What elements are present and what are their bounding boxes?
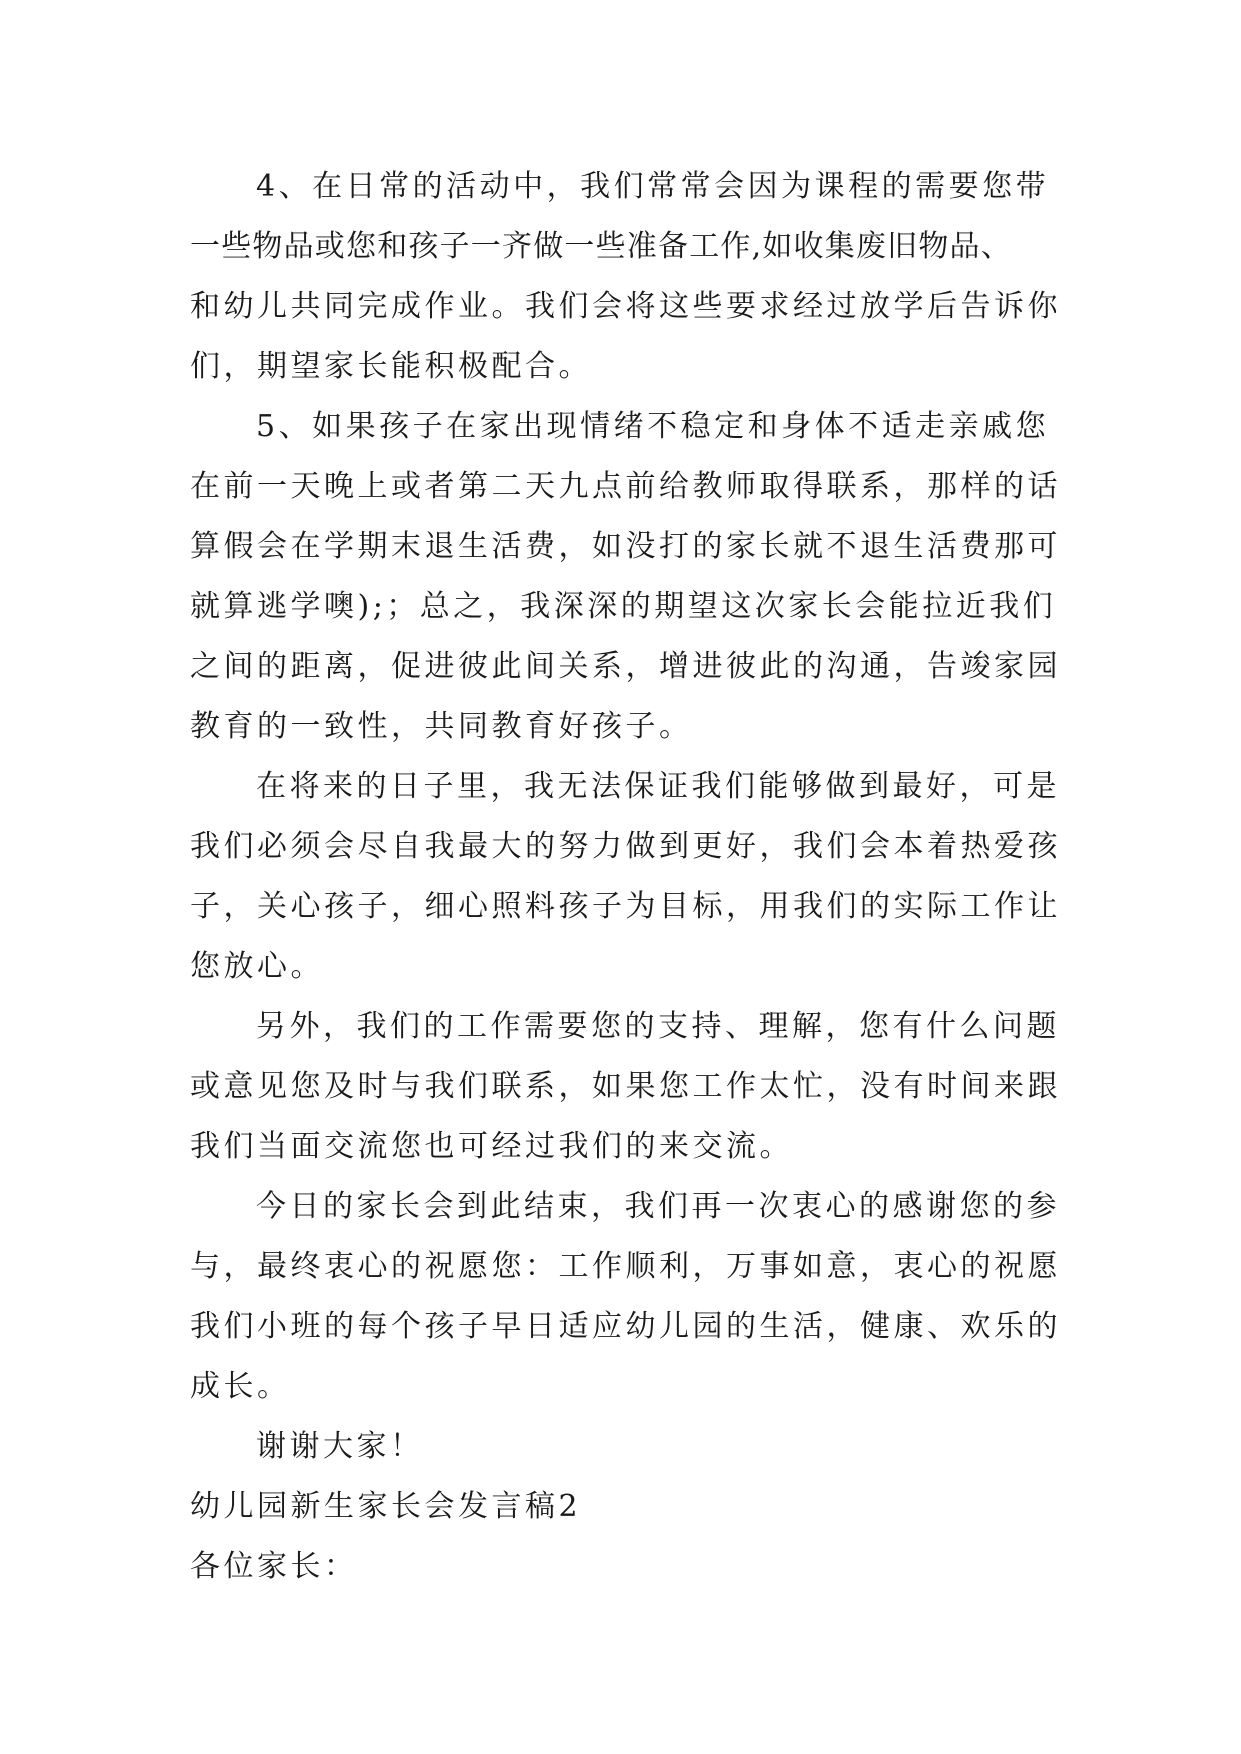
- paragraph-line: 一些物品或您和孩子一齐做一些准备工作,如收集废旧物品、: [190, 229, 1012, 264]
- paragraph-line: 之间的距离，促进彼此间关系，增进彼此的沟通，告竣家园: [190, 649, 1061, 684]
- paragraph-line: 成长。: [190, 1369, 291, 1404]
- paragraph-line: 们，期望家长能积极配合。: [190, 349, 592, 384]
- paragraph-line: 与，最终衷心的祝愿您：工作顺利，万事如意，衷心的祝愿: [190, 1249, 1061, 1284]
- paragraph-line: 我们当面交流您也可经过我们的来交流。: [190, 1129, 793, 1164]
- paragraph-line: 子，关心孩子，细心照料孩子为目标，用我们的实际工作让: [190, 889, 1061, 924]
- paragraph-line: 或意见您及时与我们联系，如果您工作太忙，没有时间来跟: [190, 1069, 1061, 1104]
- paragraph-line: 您放心。: [190, 949, 324, 984]
- paragraph-line: 在前一天晚上或者第二天九点前给教师取得联系，那样的话: [190, 469, 1061, 504]
- paragraph-line: 4、在日常的活动中，我们常常会因为课程的需要您带: [256, 169, 1050, 204]
- paragraph-line: 就算逃学噢);；总之，我深深的期望这次家长会能拉近我们: [190, 589, 1057, 624]
- paragraph-line: 5、如果孩子在家出现情绪不稳定和身体不适走亲戚您: [256, 409, 1050, 444]
- paragraph-line: 我们小班的每个孩子早日适应幼儿园的生活，健康、欢乐的: [190, 1309, 1061, 1344]
- paragraph-line: 算假会在学期末退生活费，如没打的家长就不退生活费那可: [190, 529, 1061, 564]
- paragraph-line: 和幼儿共同完成作业。我们会将这些要求经过放学后告诉你: [190, 289, 1061, 324]
- paragraph-line: 另外，我们的工作需要您的支持、理解，您有什么问题: [256, 1009, 1060, 1044]
- paragraph-line: 在将来的日子里，我无法保证我们能够做到最好，可是: [256, 769, 1060, 804]
- paragraph-line: 教育的一致性，共同教育好孩子。: [190, 709, 693, 744]
- paragraph-line: 我们必须会尽自我最大的努力做到更好，我们会本着热爱孩: [190, 829, 1061, 864]
- paragraph-line: 今日的家长会到此结束，我们再一次衷心的感谢您的参: [256, 1189, 1060, 1224]
- paragraph-line: 谢谢大家！: [256, 1429, 424, 1464]
- salutation: 各位家长：: [190, 1549, 358, 1584]
- section-heading: 幼儿园新生家长会发言稿2: [190, 1489, 582, 1524]
